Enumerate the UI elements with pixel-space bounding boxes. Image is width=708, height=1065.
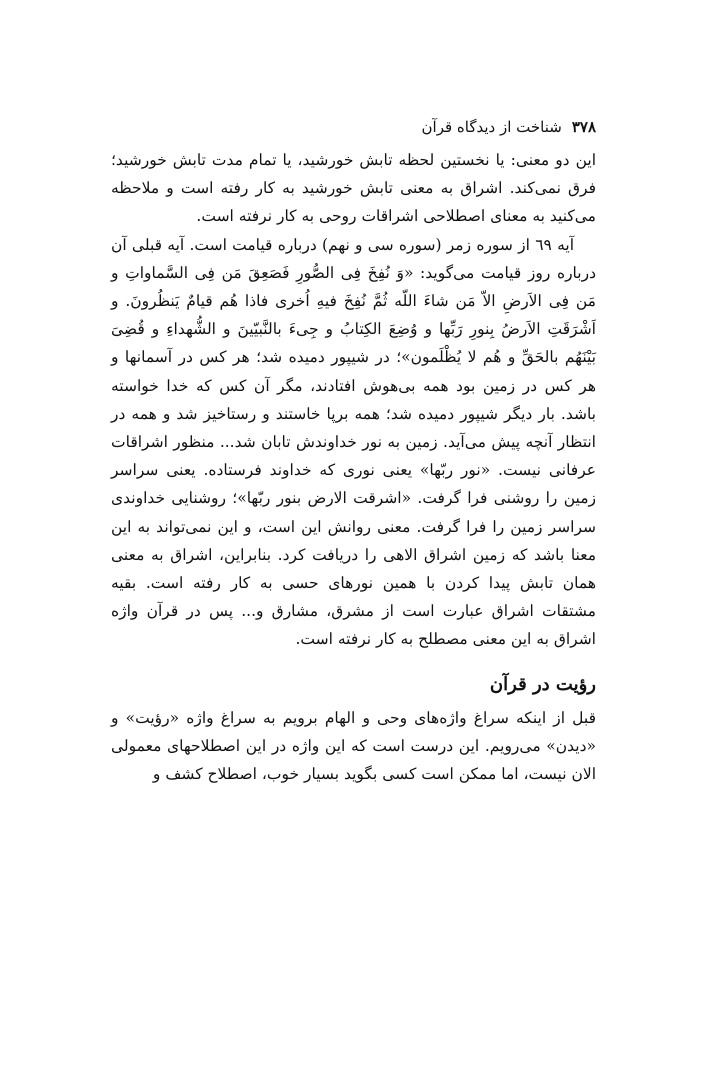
page-number: ۳۷۸ [571,118,596,136]
running-title: شناخت از دیدگاه قرآن [421,118,562,136]
page-header [422,118,596,136]
paragraph: این دو معنی: یا نخستین لحظه تابش خورشید، یا تمام مدت تابش خورشید؛ فرق نمی‌کند. اشراق به معنی تابش خورشید به کار رفته است و ملاحظه می‌کنید به معنای اصطلاحی اشراقات روحی به کار نرفته است. [111,151,596,226]
paragraph: آیه ٦٩ از سوره زمر (سوره سی و نهم) درباره قیامت است. آیه قبلی آن درباره روز قیامت می‌گوید: «وَ نُفِخَ فِی الصُّورِ فَصَعِقَ مَن فِی السَّماواتِ و مَن فِی الاَرضِ الاّ مَن شاءَ اللّه ثُمَّ نُفِخَ فیهِ اُخری فاذا هُم قیامٌ یَنظُرونَ. و اَشْرَقَتِ الاَرضُ بِنورِ رَبِّها و وُضِعَ الکِتابُ و جِیءَ بالنَّبیّینَ و الشُّهداءِ و قُضِیَ بَیْنَهُم بالحَقِّ و هُم لا یُظْلَمون»؛ در شیپور دمیده شد؛ هر کس در آسمانها و هر کس در زمین بود همه بی‌هوش افتادند، مگر آن کس که خدا خواسته باشد. بار دیگر شیپور دمیده شد؛ همه برپا خاستند و رستاخیز شد و همه در انتظار آنچه پیش می‌آید. زمین به نور خداوندش تابان شد... منظور اشراقات عرفانی نیست. «نور ربّها» یعنی نوری که خداوند فرستاده. یعنی سراسر زمین را روشنی فرا گرفت. «اشرقت الارض بنور ربّها»؛ روشنایی خداوندی سراسر زمین را فرا گرفت. معنی روانش این است، و این نمی‌تواند به این معنا باشد که زمین اشراق الاهی را دریافت کرد. بنابراین، اشراق به معنی همان تابش پیدا کردن با همین نورهای حسی به کار رفته است. بقیه مشتقات اشراق عبارت است از مشرق، مشارق و... پس در قرآن واژه اشراق به این معنی مصطلح به کار نرفته است. [111,235,596,649]
body-text [111,146,596,788]
section-heading: رؤیت در قرآن [489,673,596,695]
paragraph: قبل از اینکه سراغ واژه‌های وحی و الهام برویم به سراغ واژه «رؤیت» و «دیدن» می‌رویم. این درست است که این واژه در این اصطلاحهای معمولی الان نیست، اما ممکن است کسی بگوید بسیار خوب، اصطلاح کشف و [111,708,596,784]
